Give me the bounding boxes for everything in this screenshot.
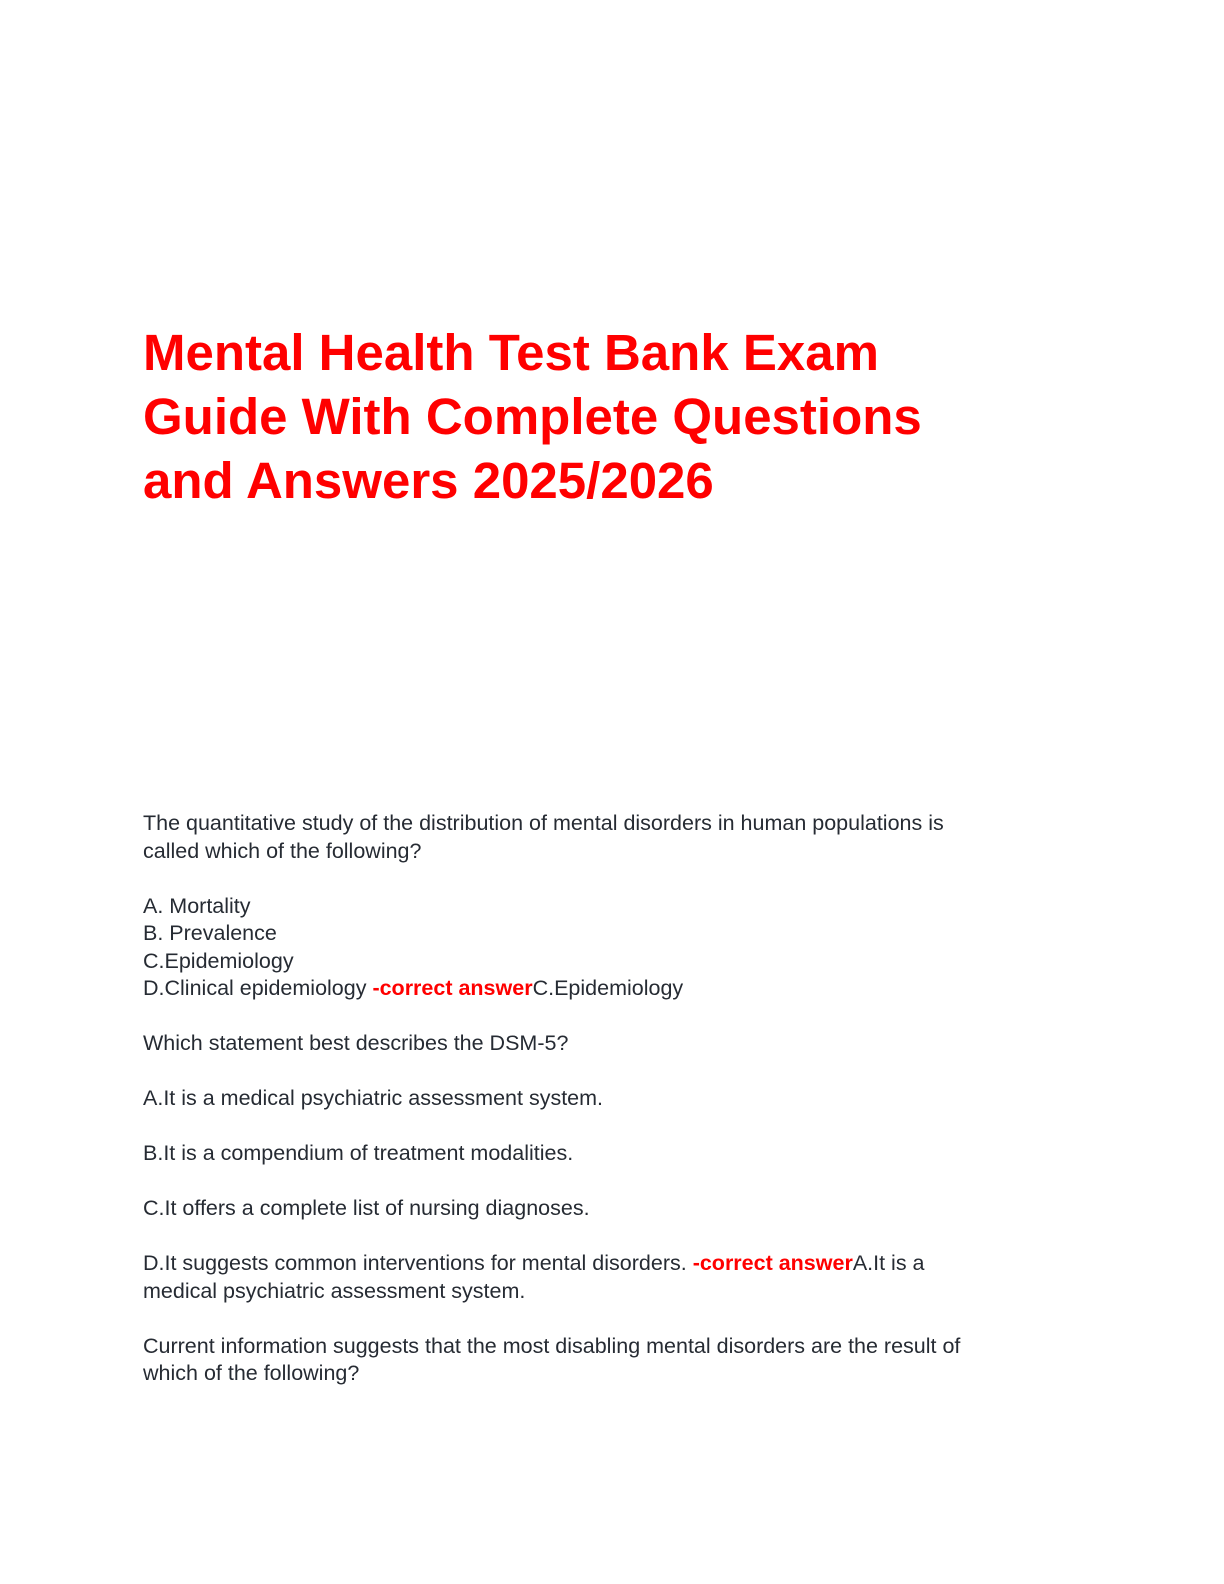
question-1-option-c: C.Epidemiology [143,948,294,973]
question-1 [143,810,1083,1003]
question-2-option-a: A.It is a medical psychiatric assessment system. [143,1086,604,1110]
title-line-3: and Answers 2025/2026 [143,452,714,509]
question-2-option-c: C.It offers a complete list of nursing diagnoses. [143,1196,590,1220]
question-1-option-d: D.Clinical epidemiology [143,976,373,1000]
question-1-option-a: A. Mortality [143,893,251,918]
title-line-1: Mental Health Test Bank Exam [143,324,879,381]
question-2-answer-part-2: medical psychiatric assessment system. [143,1278,526,1303]
correct-answer-marker: -correct answer [692,1251,853,1275]
question-1-text-line-2: called which of the following? [143,838,422,863]
question-3 [143,1333,1083,1388]
question-list [143,810,1083,1388]
question-2-text-line-1: Which statement best describes the DSM-5? [143,1031,569,1055]
question-1-answer: C.Epidemiology [532,976,684,1000]
question-2-option-b: B.It is a compendium of treatment modalities. [143,1141,574,1165]
question-1-text-line-1: The quantitative study of the distribution of mental disorders in human populations is [143,811,944,835]
question-2 [143,1030,1083,1305]
question-2-option-d-row [143,1250,1083,1278]
question-3-text-line-2: which of the following? [143,1361,360,1385]
document-title [143,321,1043,513]
correct-answer-marker: -correct answer [372,976,533,1000]
question-1-option-b: B. Prevalence [143,921,277,945]
question-3-text-line-1: Current information suggests that the most disabling mental disorders are the result of [143,1333,961,1358]
question-2-option-d: D.It suggests common interventions for mental disorders. [143,1251,693,1275]
title-line-2: Guide With Complete Questions [143,388,922,445]
question-2-answer-part-1: A.It is a [852,1251,925,1275]
question-1-option-d-row [143,975,1083,1003]
